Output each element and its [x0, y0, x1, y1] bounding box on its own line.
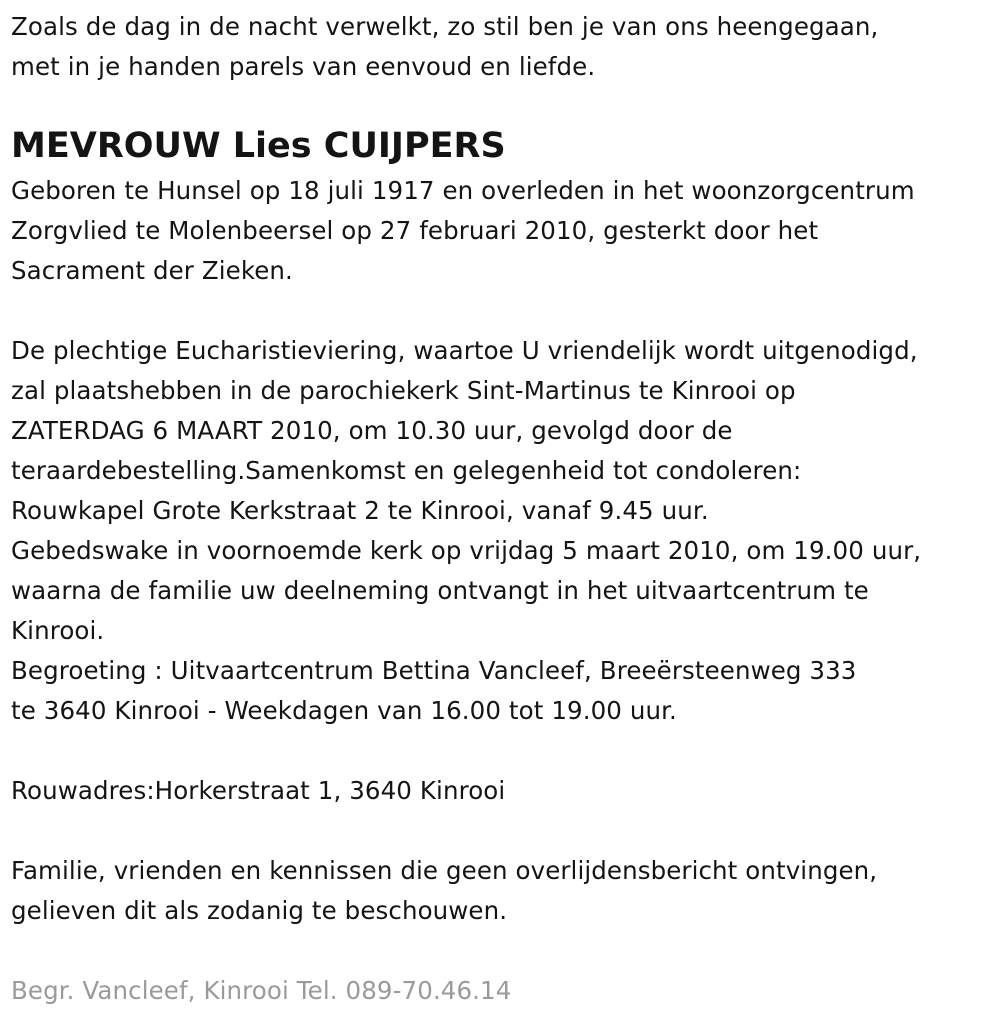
text-line: Gebedswake in voornoemde kerk op vrijdag 5 maart 2010, om 19.00 uur,: [11, 536, 922, 565]
text-line: te 3640 Kinrooi - Weekdagen van 16.00 tot 19.00 uur.: [11, 696, 677, 725]
poem: [11, 7, 996, 87]
spacer: [11, 931, 996, 971]
text-line: Rouwkapel Grote Kerkstraat 2 te Kinrooi, vanaf 9.45 uur.: [11, 496, 709, 525]
text-line: Kinrooi.: [11, 616, 105, 645]
text-line: Begroeting : Uitvaartcentrum Bettina Vancleef, Breeërsteenweg 333: [11, 656, 857, 685]
poem-line: met in je handen parels van eenvoud en liefde.: [11, 52, 596, 81]
spacer: [11, 811, 996, 851]
text-line: ZATERDAG 6 MAART 2010, om 10.30 uur, gevolgd door de: [11, 416, 733, 445]
text-line: Sacrament der Zieken.: [11, 256, 293, 285]
funeral-home-footer: Begr. Vancleef, Kinrooi Tel. 089-70.46.14: [11, 976, 512, 1005]
notice-paragraph: [11, 851, 996, 931]
spacer: [11, 731, 996, 771]
text-line: gelieven dit als zodanig te beschouwen.: [11, 896, 508, 925]
text-line: waarna de familie uw deelneming ontvangt in het uitvaartcentrum te: [11, 576, 869, 605]
birth-death-paragraph: [11, 171, 996, 291]
text-line: Zorgvlied te Molenbeersel op 27 februari 2010, gesterkt door het: [11, 216, 819, 245]
ceremony-paragraph: [11, 331, 996, 731]
mourning-address: Rouwadres:Horkerstraat 1, 3640 Kinrooi: [11, 776, 506, 805]
text-line: Familie, vrienden en kennissen die geen overlijdensbericht ontvingen,: [11, 856, 878, 885]
death-notice: [11, 7, 996, 1011]
text-line: zal plaatshebben in de parochiekerk Sint-Martinus te Kinrooi op: [11, 376, 796, 405]
text-line: Geboren te Hunsel op 18 juli 1917 en overleden in het woonzorgcentrum: [11, 176, 915, 205]
text-line: teraardebestelling.Samenkomst en gelegenheid tot condoleren:: [11, 456, 802, 485]
text-line: De plechtige Eucharistieviering, waartoe U vriendelijk wordt uitgenodigd,: [11, 336, 918, 365]
poem-line: Zoals de dag in de nacht verwelkt, zo stil ben je van ons heengegaan,: [11, 12, 879, 41]
spacer: [11, 291, 996, 331]
name-heading: MEVROUW Lies CUIJPERS: [11, 126, 506, 166]
